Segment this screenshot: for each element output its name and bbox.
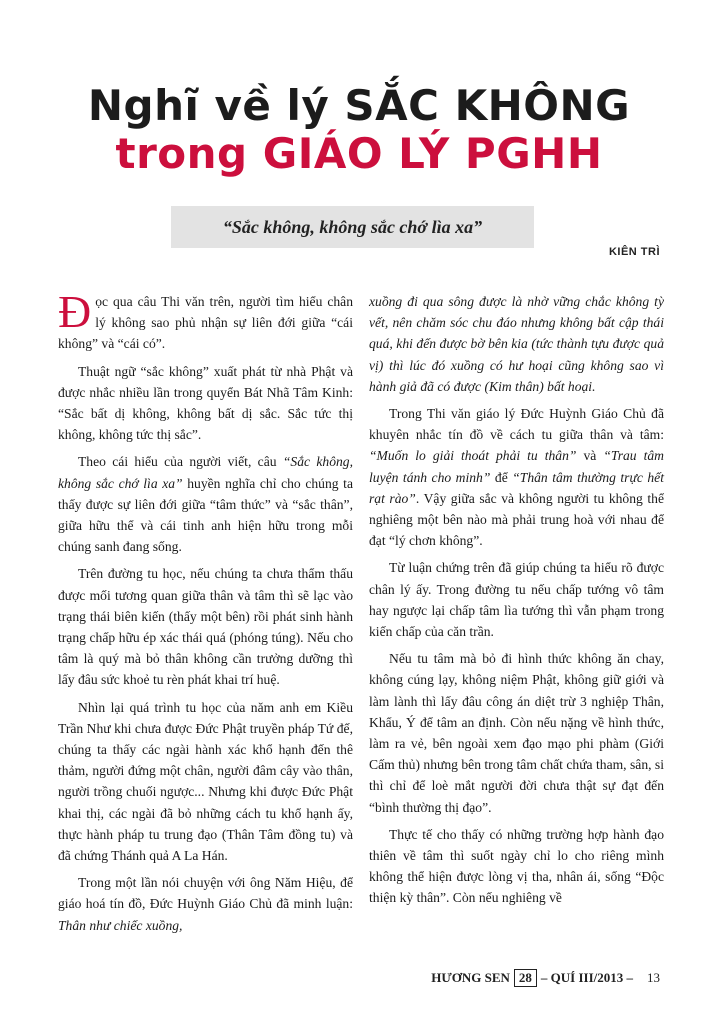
paragraph-text: và — [576, 448, 604, 464]
magazine-name: HƯƠNG SEN — [431, 970, 510, 985]
left-column — [58, 286, 353, 942]
paragraph: Nhìn lại quá trình tu học của năm anh em Kiều Trần Như khi chưa được Đức Phật truyền pháp Tứ đế, chúng ta thấy các ngài hành xác khổ hạnh đến thê thảm, người đứng một chân, người đâm cây vào thân, người trồng chuối ngược... Nhưng khi được Đức Phật khai thị, các ngài đã bỏ những cách tu khổ hạnh ấy, thực hành pháp tu trung đạo (Thân Tâm đồng tu) và đã chứng Thánh quả A La Hán. — [58, 699, 353, 864]
title-line-1: Nghĩ về lý SẮC KHÔNG — [87, 81, 631, 130]
paragraph — [369, 291, 664, 397]
paragraph-text: ọc qua câu Thi văn trên, người tìm hiểu chân lý không sao phủ nhận sự liên đới giữa “cái không” và “cái có”. — [58, 294, 353, 352]
paragraph: Trên đường tu học, nếu chúng ta chưa thẩm thấu được mối tương quan giữa thân và tâm thì sẽ lạc vào trạng thái biên kiến (thấy một bên) rồi phát sinh hành trạng chấp hữu ép xác thái quá (phóng túng). Nếu cho tâm là quý mà bỏ thân không cần trưởng dưỡng thì lấy đâu sức khoẻ tu rèn phát khai trí huệ. — [58, 566, 353, 688]
paragraph-text: Trong Thi văn giáo lý Đức Huỳnh Giáo Chủ đã khuyên nhắc tín đồ về cách tu giữa thân và tâm: — [369, 406, 664, 443]
paragraph: Từ luận chứng trên đã giúp chúng ta hiểu rõ được chân lý ấy. Trong đường tu nếu chấp tướng vô tâm hay ngược lại chấp tâm lìa tướng thì vẫn phạm trong kiến chấp của căn trần. — [369, 560, 664, 640]
quoted-verse: “Trau tâm luyện tánh cho minh” — [369, 448, 664, 485]
paragraph: Nếu tu tâm mà bỏ đi hình thức không ăn chay, không cúng lạy, không niệm Phật, không giữ giới và làm lành thì lấy đâu công án diệt trừ 3 nghiệp Thân, Khẩu, Ý để tâm an định. Còn nếu nặng về hình thức, làm ra vẻ, bên ngoài xem đạo mạo phi phàm (Giới Cấm thủ) nhưng bên trong tâm chất chứa tham, sân, si thì chỉ để loè mắt người đời chưa thật sự đạt đến “bình thường thị đạo”. — [369, 651, 664, 815]
drop-cap: Đ — [58, 286, 92, 337]
quoted-verse: “Sắc không, không sắc chớ lìa xa” — [58, 454, 353, 491]
issue-quarter: – QUÍ III/2013 – — [540, 970, 633, 985]
author-name: KIÊN TRÌ — [608, 246, 660, 258]
paragraph: Thuật ngữ “sắc không” xuất phát từ nhà Phật và được nhắc nhiều lần trong quyển Bát Nhã Tâm Kinh: “Sắc bất dị không, không bất dị sắc. Sắc tức thị không, không tức thị sắc”. — [58, 363, 353, 443]
paragraph-text: huyền nghĩa chỉ cho chúng ta thấy được sự liên đới giữa “tâm thức” và “sắc thân”, giữa hữu thể và cái tinh anh hiện hữu trong mỗi chúng sanh đang sống. — [58, 475, 353, 555]
paragraph — [369, 403, 664, 551]
page-number: 13 — [647, 970, 660, 985]
paragraph — [58, 451, 353, 557]
issue-number: 28 — [514, 969, 537, 987]
right-column — [369, 291, 664, 915]
paragraph-text: Trong một lần nói chuyện với ông Năm Hiệu, để giáo hoá tín đồ, Đức Huỳnh Giáo Chủ đã minh luận: — [58, 875, 353, 912]
quoted-verse: Thân như chiếc xuồng, — [58, 917, 183, 933]
quoted-verse: “Muốn lo giải thoát phải tu thân” — [369, 448, 577, 464]
paragraph: Thực tế cho thấy có những trường hợp hành đạo thiên về tâm thì suốt ngày chỉ lo cho riêng mình không thể hiện được lòng vị tha, nhân ái, sống “Độc thiện kỳ thân”. Còn nếu nghiêng về — [369, 826, 664, 906]
epigraph-box — [171, 206, 534, 248]
paragraph-text: để — [490, 469, 513, 485]
quoted-verse: “Thân tâm thường trực hết rạt rào” — [369, 469, 664, 506]
paragraph-text: . Vậy giữa sắc và không người tu không thể nghiêng một bên nào mà phải trung hoà với nhau để đạt “lý chơn không”. — [369, 490, 664, 549]
epigraph-text: “Sắc không, không sắc chớ lìa xa” — [222, 216, 483, 237]
paragraph — [58, 286, 353, 355]
title-line-2-highlight: GIÁO LÝ PGHH — [262, 129, 603, 178]
paragraph — [58, 872, 353, 936]
article-title — [0, 82, 718, 178]
paragraph-text: Theo cái hiểu của người viết, câu — [78, 454, 283, 470]
title-line-2 — [0, 130, 718, 178]
quoted-verse: xuồng đi qua sông được là nhờ vững chắc không tỳ vết, nên chăm sóc chu đáo nhưng không bất cập thái quá, khi đến được bờ bên kia (tức thành tựu được quả vị) thì lúc đó xuồng có hư hoại cũng không sao vì hành giả đã có được (Kim thân) bất hoại. — [369, 294, 664, 394]
title-line-2-prefix: trong — [115, 129, 263, 178]
page-footer — [431, 969, 660, 987]
